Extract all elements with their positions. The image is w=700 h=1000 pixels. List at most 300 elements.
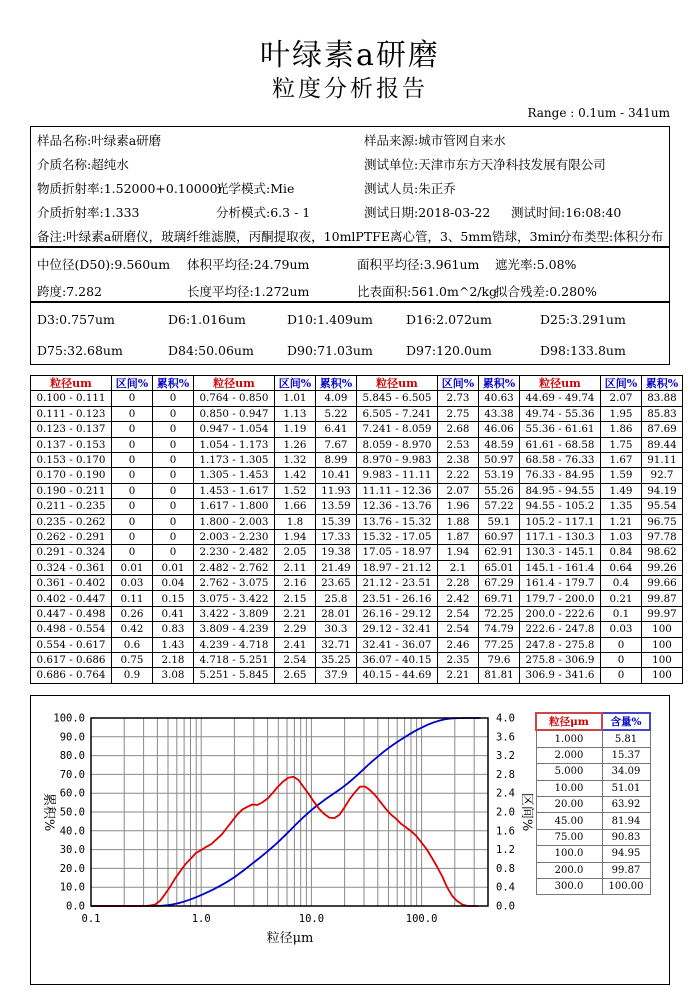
table-cell: 1.21 xyxy=(601,514,642,529)
table-cell: 17.33 xyxy=(316,529,357,544)
table-cell: 0 xyxy=(153,545,194,560)
table-cell: 40.15 - 44.69 xyxy=(357,668,438,683)
table-cell: 0.11 xyxy=(112,591,153,606)
table-cell: 0 xyxy=(112,437,153,452)
table-cell: 4.239 - 4.718 xyxy=(194,637,275,652)
table-cell: 1.75 xyxy=(601,437,642,452)
side-table-cell: 200.0 xyxy=(536,862,602,878)
table-cell: 2.230 - 2.482 xyxy=(194,545,275,560)
table-cell: 0.764 - 0.850 xyxy=(194,391,275,406)
side-table-cell: 20.00 xyxy=(536,796,602,812)
length-mean: 长度平均径:1.272um xyxy=(187,284,310,299)
table-cell: 5.22 xyxy=(316,406,357,421)
medium-name: 介质名称:超纯水 xyxy=(37,157,129,172)
table-cell: 21.12 - 23.51 xyxy=(357,576,438,591)
table-cell: 306.9 - 341.6 xyxy=(520,668,601,683)
table-cell: 44.69 - 49.74 xyxy=(520,391,601,406)
table-cell: 1.86 xyxy=(601,422,642,437)
table-cell: 81.81 xyxy=(479,668,520,683)
table-row xyxy=(31,637,683,652)
table-cell: 0 xyxy=(112,422,153,437)
table-cell: 0 xyxy=(601,637,642,652)
table-cell: 2.65 xyxy=(275,668,316,683)
table-row xyxy=(31,668,683,683)
analysis-mode: 分析模式:6.3 - 1 xyxy=(216,205,311,220)
table-cell: 2.1 xyxy=(438,560,479,575)
d-value: D10:1.409um xyxy=(287,312,373,327)
remark: 备注:叶绿素a研磨仪，玻璃纤维滤膜，丙酮提取夜，10mlPTFE离心管，3、5mm锆球，3min xyxy=(37,229,562,244)
table-cell: 10.41 xyxy=(316,468,357,483)
side-col-header-content: 含量% xyxy=(602,713,650,730)
table-cell: 0 xyxy=(153,514,194,529)
d-value: D16:2.072um xyxy=(406,312,492,327)
table-cell: 32.71 xyxy=(316,637,357,652)
table-cell: 2.46 xyxy=(438,637,479,652)
side-table-cell: 100.0 xyxy=(536,846,602,862)
col-header-interval: 区间% xyxy=(601,376,642,391)
table-cell: 2.003 - 2.230 xyxy=(194,529,275,544)
table-cell: 1.95 xyxy=(601,406,642,421)
d-values-box xyxy=(30,302,670,365)
side-table-cell: 2.000 xyxy=(536,747,602,763)
table-cell: 8.99 xyxy=(316,452,357,467)
table-row xyxy=(31,437,683,452)
table-cell: 83.88 xyxy=(642,391,683,406)
table-cell: 3.809 - 4.239 xyxy=(194,622,275,637)
svg-text:30.0: 30.0 xyxy=(59,844,85,857)
table-cell: 1.8 xyxy=(275,514,316,529)
table-cell: 100 xyxy=(642,653,683,668)
table-cell: 77.25 xyxy=(479,637,520,652)
table-cell: 0 xyxy=(112,406,153,421)
col-header-interval: 区间% xyxy=(112,376,153,391)
table-cell: 0.447 - 0.498 xyxy=(31,606,112,621)
svg-text:60.0: 60.0 xyxy=(59,787,85,800)
svg-text:2.0: 2.0 xyxy=(496,806,515,819)
table-cell: 99.87 xyxy=(642,591,683,606)
table-cell: 2.54 xyxy=(438,622,479,637)
table-cell: 2.07 xyxy=(601,391,642,406)
table-cell: 68.58 - 76.33 xyxy=(520,452,601,467)
col-header-cumulative: 累积% xyxy=(479,376,520,391)
svg-text:100.0: 100.0 xyxy=(405,913,438,925)
table-cell: 0.947 - 1.054 xyxy=(194,422,275,437)
table-row xyxy=(31,606,683,621)
table-cell: 0 xyxy=(112,499,153,514)
table-cell: 0.75 xyxy=(112,653,153,668)
table-cell: 1.173 - 1.305 xyxy=(194,452,275,467)
table-cell: 0 xyxy=(153,468,194,483)
table-cell: 96.75 xyxy=(642,514,683,529)
area-mean: 面积平均径:3.961um xyxy=(357,257,480,272)
table-cell: 49.74 - 55.36 xyxy=(520,406,601,421)
table-cell: 0.83 xyxy=(153,622,194,637)
table-cell: 55.36 - 61.61 xyxy=(520,422,601,437)
svg-text:70.0: 70.0 xyxy=(59,768,85,781)
table-row xyxy=(31,514,683,529)
table-cell: 130.3 - 145.1 xyxy=(520,545,601,560)
table-cell: 2.21 xyxy=(275,606,316,621)
table-cell: 2.75 xyxy=(438,406,479,421)
table-cell: 1.305 - 1.453 xyxy=(194,468,275,483)
table-cell: 0.6 xyxy=(112,637,153,652)
table-cell: 13.59 xyxy=(316,499,357,514)
table-cell: 21.49 xyxy=(316,560,357,575)
table-cell: 1.35 xyxy=(601,499,642,514)
svg-text:3.2: 3.2 xyxy=(496,750,515,763)
side-table-cell: 100.00 xyxy=(602,878,650,894)
table-row xyxy=(31,468,683,483)
median-diameter: 中位径(D50):9.560um xyxy=(37,257,171,272)
side-table-row xyxy=(536,780,650,796)
table-cell: 0.291 - 0.324 xyxy=(31,545,112,560)
table-cell: 1.054 - 1.173 xyxy=(194,437,275,452)
d-value: D75:32.68um xyxy=(37,343,123,358)
table-cell: 84.95 - 94.55 xyxy=(520,483,601,498)
table-cell: 0.21 xyxy=(601,591,642,606)
table-cell: 19.38 xyxy=(316,545,357,560)
col-header-size: 粒径um xyxy=(31,376,112,391)
side-table-row xyxy=(536,862,650,878)
test-date: 测试日期:2018-03-22 xyxy=(364,205,491,220)
col-header-size: 粒径um xyxy=(357,376,438,391)
table-cell: 117.1 - 130.3 xyxy=(520,529,601,544)
table-cell: 72.25 xyxy=(479,606,520,621)
table-cell: 32.41 - 36.07 xyxy=(357,637,438,652)
svg-text:10.0: 10.0 xyxy=(59,881,85,894)
table-cell: 0.554 - 0.617 xyxy=(31,637,112,652)
table-cell: 0 xyxy=(601,668,642,683)
table-cell: 35.25 xyxy=(316,653,357,668)
table-cell: 99.66 xyxy=(642,576,683,591)
table-cell: 0 xyxy=(112,545,153,560)
svg-text:100.0: 100.0 xyxy=(53,712,85,725)
table-cell: 97.78 xyxy=(642,529,683,544)
table-cell: 0.64 xyxy=(601,560,642,575)
side-table-cell: 5.81 xyxy=(602,730,650,747)
table-cell: 145.1 - 161.4 xyxy=(520,560,601,575)
table-cell: 0.84 xyxy=(601,545,642,560)
table-cell: 2.05 xyxy=(275,545,316,560)
material-refractive-index: 物质折射率:1.52000+0.10000i xyxy=(37,181,222,196)
table-cell: 74.79 xyxy=(479,622,520,637)
table-cell: 1.43 xyxy=(153,637,194,652)
table-cell: 0 xyxy=(153,437,194,452)
table-cell: 79.6 xyxy=(479,653,520,668)
table-cell: 13.76 - 15.32 xyxy=(357,514,438,529)
table-cell: 0.850 - 0.947 xyxy=(194,406,275,421)
table-cell: 1.59 xyxy=(601,468,642,483)
table-cell: 0.235 - 0.262 xyxy=(31,514,112,529)
svg-text:0.8: 0.8 xyxy=(496,862,515,875)
side-table-cell: 75.00 xyxy=(536,829,602,845)
side-table-cell: 99.87 xyxy=(602,862,650,878)
span-value: 跨度:7.282 xyxy=(37,284,102,299)
side-table-cell: 94.95 xyxy=(602,846,650,862)
table-cell: 2.68 xyxy=(438,422,479,437)
table-cell: 1.67 xyxy=(601,452,642,467)
table-row xyxy=(31,576,683,591)
table-cell: 1.52 xyxy=(275,483,316,498)
table-row xyxy=(31,545,683,560)
summary-stats-box xyxy=(30,247,670,302)
table-cell: 43.38 xyxy=(479,406,520,421)
table-cell: 36.07 - 40.15 xyxy=(357,653,438,668)
table-row xyxy=(31,591,683,606)
table-cell: 0.686 - 0.764 xyxy=(31,668,112,683)
d-value: D97:120.0um xyxy=(406,343,492,358)
table-cell: 5.845 - 6.505 xyxy=(357,391,438,406)
table-cell: 1.19 xyxy=(275,422,316,437)
table-cell: 0.03 xyxy=(601,622,642,637)
table-cell: 179.7 - 200.0 xyxy=(520,591,601,606)
svg-text:90.0: 90.0 xyxy=(59,731,85,744)
table-cell: 67.29 xyxy=(479,576,520,591)
d-value: D98:133.8um xyxy=(540,343,626,358)
chart-box xyxy=(30,695,670,985)
table-cell: 0.262 - 0.291 xyxy=(31,529,112,544)
d-value: D84:50.06um xyxy=(168,343,254,358)
content-percent-table xyxy=(535,712,651,895)
side-table-cell: 300.0 xyxy=(536,878,602,894)
sample-name: 样品名称:叶绿素a研磨 xyxy=(37,133,162,148)
table-row xyxy=(31,499,683,514)
table-cell: 2.53 xyxy=(438,437,479,452)
table-cell: 1.87 xyxy=(438,529,479,544)
table-cell: 8.970 - 9.983 xyxy=(357,452,438,467)
table-cell: 99.97 xyxy=(642,606,683,621)
table-cell: 1.800 - 2.003 xyxy=(194,514,275,529)
table-cell: 1.13 xyxy=(275,406,316,421)
side-table-cell: 10.00 xyxy=(536,780,602,796)
table-cell: 87.69 xyxy=(642,422,683,437)
side-table-cell: 63.92 xyxy=(602,796,650,812)
range-label: Range : 0.1um - 341um xyxy=(527,106,670,120)
table-cell: 69.71 xyxy=(479,591,520,606)
table-cell: 2.21 xyxy=(438,668,479,683)
table-cell: 1.03 xyxy=(601,529,642,544)
table-cell: 62.91 xyxy=(479,545,520,560)
table-cell: 0.15 xyxy=(153,591,194,606)
table-cell: 53.19 xyxy=(479,468,520,483)
side-table-header-row xyxy=(536,713,650,730)
table-cell: 0 xyxy=(112,452,153,467)
table-cell: 4.718 - 5.251 xyxy=(194,653,275,668)
table-row xyxy=(31,391,683,406)
table-cell: 1.96 xyxy=(438,499,479,514)
tester: 测试人员:朱正乔 xyxy=(364,181,456,196)
table-cell: 0 xyxy=(112,468,153,483)
side-table-row xyxy=(536,829,650,845)
table-cell: 3.075 - 3.422 xyxy=(194,591,275,606)
table-cell: 0 xyxy=(153,406,194,421)
col-header-cumulative: 累积% xyxy=(316,376,357,391)
table-cell: 4.09 xyxy=(316,391,357,406)
table-cell: 95.54 xyxy=(642,499,683,514)
table-cell: 200.0 - 222.6 xyxy=(520,606,601,621)
table-cell: 8.059 - 8.970 xyxy=(357,437,438,452)
table-cell: 91.11 xyxy=(642,452,683,467)
table-cell: 50.97 xyxy=(479,452,520,467)
table-cell: 2.22 xyxy=(438,468,479,483)
svg-text:3.6: 3.6 xyxy=(496,731,515,744)
table-cell: 46.06 xyxy=(479,422,520,437)
table-cell: 1.32 xyxy=(275,452,316,467)
table-cell: 0.211 - 0.235 xyxy=(31,499,112,514)
svg-text:0.0: 0.0 xyxy=(66,900,85,913)
table-cell: 0 xyxy=(112,391,153,406)
table-cell: 57.22 xyxy=(479,499,520,514)
medium-refractive-index: 介质折射率:1.333 xyxy=(37,205,140,220)
table-cell: 2.29 xyxy=(275,622,316,637)
table-cell: 2.54 xyxy=(275,653,316,668)
table-cell: 1.617 - 1.800 xyxy=(194,499,275,514)
svg-text:50.0: 50.0 xyxy=(59,806,85,819)
table-cell: 94.55 - 105.2 xyxy=(520,499,601,514)
side-table-cell: 90.83 xyxy=(602,829,650,845)
table-cell: 2.15 xyxy=(275,591,316,606)
table-cell: 100 xyxy=(642,668,683,683)
side-table-cell: 5.000 xyxy=(536,764,602,780)
col-header-interval: 区间% xyxy=(438,376,479,391)
table-cell: 37.9 xyxy=(316,668,357,683)
col-header-size: 粒径um xyxy=(194,376,275,391)
table-cell: 0.498 - 0.554 xyxy=(31,622,112,637)
table-cell: 94.19 xyxy=(642,483,683,498)
table-cell: 29.12 - 32.41 xyxy=(357,622,438,637)
obscuration: 遮光率:5.08% xyxy=(495,257,577,272)
table-cell: 247.8 - 275.8 xyxy=(520,637,601,652)
table-cell: 0.1 xyxy=(601,606,642,621)
table-cell: 1.88 xyxy=(438,514,479,529)
table-cell: 18.97 - 21.12 xyxy=(357,560,438,575)
table-cell: 2.16 xyxy=(275,576,316,591)
table-cell: 0 xyxy=(153,529,194,544)
side-table-row xyxy=(536,747,650,763)
table-cell: 0 xyxy=(112,529,153,544)
table-cell: 0 xyxy=(153,483,194,498)
table-cell: 0 xyxy=(112,483,153,498)
table-cell: 0.402 - 0.447 xyxy=(31,591,112,606)
sample-source: 样品来源:城市管网自来水 xyxy=(364,133,506,148)
table-cell: 7.67 xyxy=(316,437,357,452)
svg-text:粒径μm: 粒径μm xyxy=(266,931,314,946)
table-cell: 25.8 xyxy=(316,591,357,606)
table-cell: 0.04 xyxy=(153,576,194,591)
side-table-row xyxy=(536,764,650,780)
table-cell: 48.59 xyxy=(479,437,520,452)
svg-text:0.1: 0.1 xyxy=(81,913,101,925)
table-cell: 61.61 - 68.58 xyxy=(520,437,601,452)
table-row xyxy=(31,452,683,467)
table-cell: 161.4 - 179.7 xyxy=(520,576,601,591)
table-cell: 0 xyxy=(601,653,642,668)
table-cell: 6.41 xyxy=(316,422,357,437)
distribution-type: 分布类型:体积分布 xyxy=(559,229,664,244)
table-row xyxy=(31,653,683,668)
table-cell: 2.07 xyxy=(438,483,479,498)
side-table-row xyxy=(536,813,650,829)
table-cell: 1.26 xyxy=(275,437,316,452)
table-header-row xyxy=(31,376,683,391)
table-cell: 0.137 - 0.153 xyxy=(31,437,112,452)
table-cell: 2.28 xyxy=(438,576,479,591)
table-cell: 23.51 - 26.16 xyxy=(357,591,438,606)
table-cell: 3.08 xyxy=(153,668,194,683)
side-table-cell: 15.37 xyxy=(602,747,650,763)
table-cell: 222.6 - 247.8 xyxy=(520,622,601,637)
table-cell: 1.42 xyxy=(275,468,316,483)
side-table-row xyxy=(536,846,650,862)
svg-text:20.0: 20.0 xyxy=(59,862,85,875)
d-value: D6:1.016um xyxy=(168,312,246,327)
table-cell: 55.26 xyxy=(479,483,520,498)
table-cell: 0 xyxy=(153,499,194,514)
table-cell: 5.251 - 5.845 xyxy=(194,668,275,683)
table-cell: 100 xyxy=(642,637,683,652)
table-cell: 0.153 - 0.170 xyxy=(31,452,112,467)
table-cell: 9.983 - 11.11 xyxy=(357,468,438,483)
table-cell: 2.35 xyxy=(438,653,479,668)
svg-text:累积%: 累积% xyxy=(41,792,56,832)
side-table-row xyxy=(536,878,650,894)
page-subtitle: 粒度分析报告 xyxy=(272,76,428,102)
table-cell: 0.123 - 0.137 xyxy=(31,422,112,437)
test-time: 测试时间:16:08:40 xyxy=(511,205,622,220)
table-cell: 2.762 - 3.075 xyxy=(194,576,275,591)
table-cell: 0.01 xyxy=(153,560,194,575)
table-cell: 0.170 - 0.190 xyxy=(31,468,112,483)
d-value: D90:71.03um xyxy=(287,343,373,358)
volume-mean: 体积平均径:24.79um xyxy=(187,257,310,272)
side-table-cell: 45.00 xyxy=(536,813,602,829)
table-cell: 85.83 xyxy=(642,406,683,421)
table-row xyxy=(31,406,683,421)
table-cell: 105.2 - 117.1 xyxy=(520,514,601,529)
table-cell: 2.18 xyxy=(153,653,194,668)
table-cell: 2.42 xyxy=(438,591,479,606)
svg-text:0.0: 0.0 xyxy=(496,900,515,913)
d-value: D25:3.291um xyxy=(540,312,626,327)
table-cell: 0.617 - 0.686 xyxy=(31,653,112,668)
col-header-size: 粒径um xyxy=(520,376,601,391)
table-cell: 0.100 - 0.111 xyxy=(31,391,112,406)
col-header-cumulative: 累积% xyxy=(642,376,683,391)
table-cell: 3.422 - 3.809 xyxy=(194,606,275,621)
table-cell: 11.93 xyxy=(316,483,357,498)
table-cell: 0.03 xyxy=(112,576,153,591)
side-col-header-size: 粒径μm xyxy=(536,713,602,730)
table-cell: 23.65 xyxy=(316,576,357,591)
table-cell: 1.66 xyxy=(275,499,316,514)
table-row xyxy=(31,622,683,637)
table-cell: 0.4 xyxy=(601,576,642,591)
table-cell: 2.54 xyxy=(438,606,479,621)
side-table-cell: 51.01 xyxy=(602,780,650,796)
fit-residual: 拟合残差:0.280% xyxy=(495,284,597,299)
svg-text:0.4: 0.4 xyxy=(496,881,515,894)
table-cell: 0.361 - 0.402 xyxy=(31,576,112,591)
table-cell: 28.01 xyxy=(316,606,357,621)
distribution-table xyxy=(30,375,683,684)
side-table-row xyxy=(536,730,650,747)
table-cell: 0.41 xyxy=(153,606,194,621)
table-cell: 1.94 xyxy=(438,545,479,560)
d-value: D3:0.757um xyxy=(37,312,115,327)
table-cell: 1.453 - 1.617 xyxy=(194,483,275,498)
table-cell: 0.01 xyxy=(112,560,153,575)
svg-text:区间%: 区间% xyxy=(519,792,534,832)
